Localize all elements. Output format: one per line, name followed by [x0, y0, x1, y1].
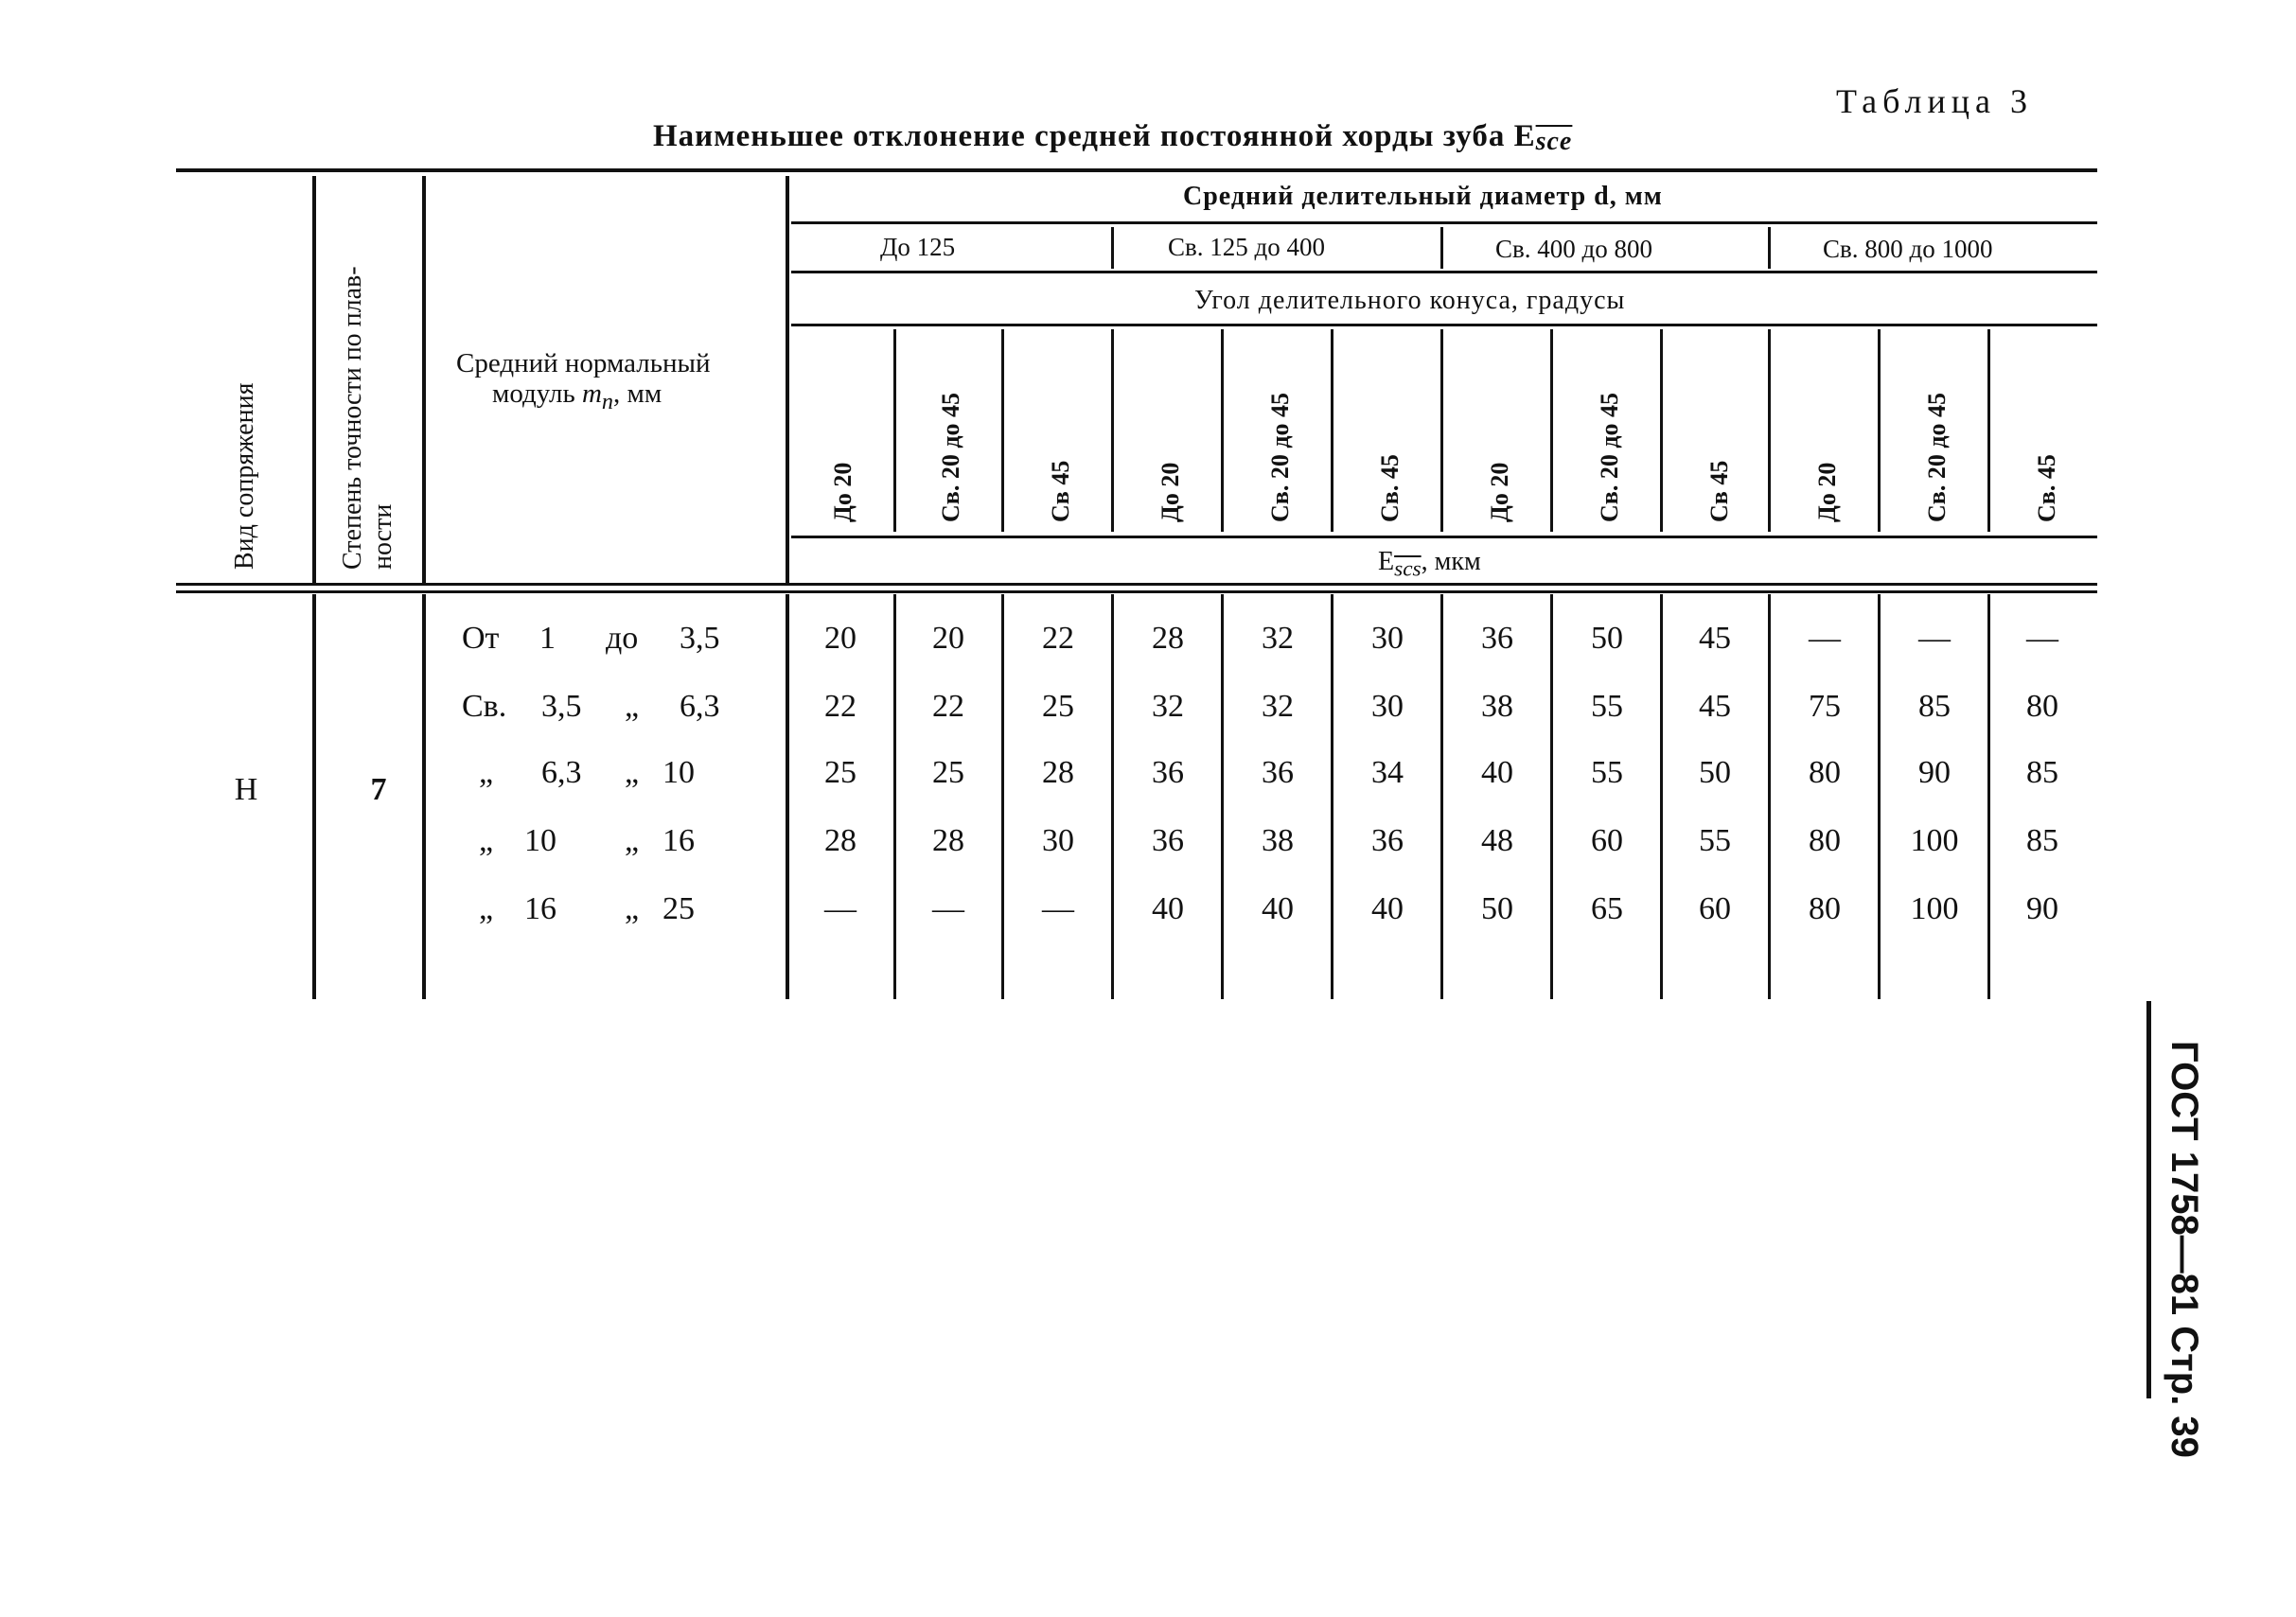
- table-title: [653, 119, 1572, 154]
- value-cell: 38: [1262, 823, 1294, 858]
- value-cell: —: [932, 891, 964, 926]
- header-range-1: До 125: [880, 233, 956, 261]
- module-row-3-prefix: „: [479, 755, 494, 790]
- value-cell: 80: [1809, 891, 1841, 926]
- value-cell: 60: [1591, 823, 1623, 858]
- value-cell: 28: [824, 823, 857, 858]
- vrule-3: [786, 176, 789, 583]
- vrule-range-2: [1440, 227, 1443, 269]
- vrule-body-3: [1111, 594, 1114, 999]
- module-row-1-prefix: От: [462, 621, 500, 656]
- value-cell: 28: [1152, 621, 1184, 656]
- header-range-3: Св. 400 до 800: [1495, 235, 1652, 263]
- value-cell: 75: [1809, 689, 1841, 724]
- rule-top: [176, 168, 2097, 172]
- value-cell: 45: [1699, 621, 1731, 656]
- vrule-body-7: [1550, 594, 1553, 999]
- rule-diameter: [791, 221, 2097, 224]
- value-cell: 25: [1042, 689, 1074, 724]
- value-cell: 90: [1918, 755, 1951, 790]
- value-cell: 80: [1809, 755, 1841, 790]
- header-range-2: Св. 125 до 400: [1168, 233, 1325, 261]
- value-cell: 20: [824, 621, 857, 656]
- vrule-body-6: [1440, 594, 1443, 999]
- value-cell: —: [824, 891, 857, 926]
- angle-label-5: Св. 20 до 45: [1266, 393, 1294, 522]
- value-cell: 90: [2026, 891, 2058, 926]
- vrule-angle-2: [1001, 329, 1004, 532]
- accuracy-value: 7: [370, 772, 387, 807]
- vrule-angle-6: [1440, 329, 1443, 532]
- unit-row-unit: , мкм: [1421, 547, 1481, 576]
- module-row-4-from: 10: [524, 823, 556, 858]
- value-cell: 40: [1371, 891, 1404, 926]
- rule-header-bottom-2: [176, 590, 2097, 593]
- module-row-5-prefix: „: [479, 891, 494, 926]
- vrule-range-3: [1768, 227, 1771, 269]
- table-title-text: Наименьшее отклонение средней постоянной хорды зуба E: [653, 119, 1536, 153]
- header-module-unit: , мм: [612, 378, 662, 409]
- value-cell: 50: [1699, 755, 1731, 790]
- rule-header-bottom-1: [176, 583, 2097, 586]
- vrule-range-1: [1111, 227, 1114, 269]
- header-accuracy-line2: ности: [368, 503, 397, 570]
- header-range-4: Св. 800 до 1000: [1823, 235, 1993, 263]
- header-diameter-group: Средний делительный диаметр d, мм: [1183, 182, 1663, 211]
- value-cell: 100: [1910, 823, 1959, 858]
- value-cell: 80: [2026, 689, 2058, 724]
- header-joint-type: Вид сопряжения: [230, 382, 259, 570]
- vrule-body-5: [1331, 594, 1333, 999]
- module-row-5-sep: „: [625, 891, 640, 926]
- value-cell: 32: [1262, 621, 1294, 656]
- angle-label-4: До 20: [1157, 462, 1184, 522]
- header-cone-angle: Угол делительного конуса, градусы: [1194, 286, 1626, 315]
- table-title-subscript: sce: [1535, 127, 1573, 156]
- module-row-5-to: 25: [662, 891, 695, 926]
- vrule-body-10: [1878, 594, 1881, 999]
- value-cell: 60: [1699, 891, 1731, 926]
- value-cell: 55: [1591, 755, 1623, 790]
- vrule-3b: [786, 594, 789, 999]
- vrule-angle-1: [893, 329, 896, 532]
- value-cell: 25: [824, 755, 857, 790]
- value-cell: 34: [1371, 755, 1404, 790]
- vrule-angle-3: [1111, 329, 1114, 532]
- value-cell: 85: [2026, 755, 2058, 790]
- value-cell: 22: [932, 689, 964, 724]
- vrule-angle-7: [1550, 329, 1553, 532]
- header-module-line2: [492, 378, 662, 415]
- unit-row-subscript: scs: [1394, 556, 1422, 582]
- table-label: Таблица 3: [1836, 82, 2033, 120]
- page-stamp: ГОСТ 1758—81 Стр. 39: [2164, 1041, 2205, 1458]
- value-cell: —: [1042, 891, 1074, 926]
- vrule-angle-11: [1987, 329, 1990, 532]
- angle-label-10: До 20: [1813, 462, 1841, 522]
- value-cell: 28: [1042, 755, 1074, 790]
- angle-label-12: Св. 45: [2033, 454, 2060, 522]
- value-cell: 36: [1481, 621, 1513, 656]
- vrule-body-2: [1001, 594, 1004, 999]
- module-row-4-sep: „: [625, 823, 640, 858]
- value-cell: 30: [1371, 621, 1404, 656]
- vrule-body-11: [1987, 594, 1990, 999]
- value-cell: 30: [1042, 823, 1074, 858]
- vrule-body-9: [1768, 594, 1771, 999]
- stamp-rule: [2146, 1001, 2151, 1398]
- value-cell: 32: [1152, 689, 1184, 724]
- module-row-4-to: 16: [662, 823, 695, 858]
- module-row-3-to: 10: [662, 755, 695, 790]
- vrule-1b: [312, 594, 316, 999]
- header-accuracy-line1: Степень точности по плав-: [338, 266, 367, 570]
- value-cell: 48: [1481, 823, 1513, 858]
- angle-label-2: Св. 20 до 45: [937, 393, 964, 522]
- vrule-2: [422, 176, 426, 583]
- value-cell: 80: [1809, 823, 1841, 858]
- angle-label-1: До 20: [829, 462, 857, 522]
- vrule-angle-5: [1331, 329, 1333, 532]
- module-row-1-to: 3,5: [680, 621, 720, 656]
- value-cell: 65: [1591, 891, 1623, 926]
- value-cell: 20: [932, 621, 964, 656]
- value-cell: 38: [1481, 689, 1513, 724]
- angle-label-3: Св 45: [1047, 460, 1074, 522]
- module-row-5-from: 16: [524, 891, 556, 926]
- rule-angle: [791, 324, 2097, 326]
- value-cell: —: [2026, 621, 2058, 656]
- header-module-symbol: m: [581, 378, 602, 409]
- value-cell: 36: [1371, 823, 1404, 858]
- vrule-1: [312, 176, 316, 583]
- module-row-3-from: 6,3: [541, 755, 582, 790]
- module-row-2-sep: „: [625, 689, 640, 724]
- value-cell: 40: [1262, 891, 1294, 926]
- vrule-angle-10: [1878, 329, 1881, 532]
- value-cell: 36: [1262, 755, 1294, 790]
- module-row-2-from: 3,5: [541, 689, 582, 724]
- rule-ranges: [791, 271, 2097, 273]
- module-row-1-from: 1: [539, 621, 556, 656]
- value-cell: 85: [1918, 689, 1951, 724]
- value-cell: —: [1809, 621, 1841, 656]
- angle-label-9: Св 45: [1705, 460, 1733, 522]
- header-unit-row: [1378, 547, 1481, 583]
- value-cell: 50: [1481, 891, 1513, 926]
- vrule-angle-8: [1660, 329, 1663, 532]
- value-cell: 36: [1152, 755, 1184, 790]
- value-cell: 40: [1481, 755, 1513, 790]
- value-cell: 100: [1910, 891, 1959, 926]
- value-cell: 85: [2026, 823, 2058, 858]
- joint-type-value: H: [234, 772, 258, 807]
- vrule-angle-4: [1221, 329, 1224, 532]
- angle-label-8: Св. 20 до 45: [1596, 393, 1623, 522]
- value-cell: 32: [1262, 689, 1294, 724]
- header-module-line1: Средний нормальный: [456, 348, 711, 378]
- value-cell: 36: [1152, 823, 1184, 858]
- value-cell: 50: [1591, 621, 1623, 656]
- angle-label-11: Св. 20 до 45: [1923, 393, 1951, 522]
- value-cell: 22: [824, 689, 857, 724]
- module-row-4-prefix: „: [479, 823, 494, 858]
- angle-label-6: Св. 45: [1376, 454, 1404, 522]
- value-cell: 25: [932, 755, 964, 790]
- vrule-body-1: [893, 594, 896, 999]
- module-row-3-sep: „: [625, 755, 640, 790]
- header-module-label: модуль: [492, 378, 582, 409]
- value-cell: 30: [1371, 689, 1404, 724]
- value-cell: 55: [1699, 823, 1731, 858]
- module-row-2-to: 6,3: [680, 689, 720, 724]
- unit-row-symbol: E: [1378, 547, 1395, 576]
- value-cell: 55: [1591, 689, 1623, 724]
- vrule-body-4: [1221, 594, 1224, 999]
- angle-label-7: До 20: [1486, 462, 1513, 522]
- header-module-subscript: n: [601, 388, 613, 414]
- rule-unit: [791, 536, 2097, 538]
- value-cell: 22: [1042, 621, 1074, 656]
- vrule-body-8: [1660, 594, 1663, 999]
- module-row-1-sep: до: [606, 621, 639, 656]
- value-cell: 45: [1699, 689, 1731, 724]
- module-row-2-prefix: Св.: [462, 689, 507, 724]
- value-cell: 40: [1152, 891, 1184, 926]
- value-cell: —: [1918, 621, 1951, 656]
- vrule-angle-9: [1768, 329, 1771, 532]
- value-cell: 28: [932, 823, 964, 858]
